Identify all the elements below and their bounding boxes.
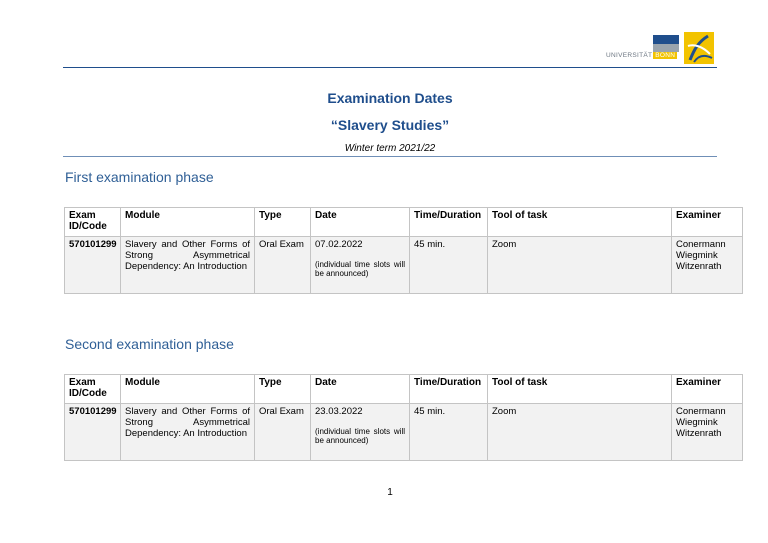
examiner-names: Conermann Wiegmink Witzenrath [672,237,743,294]
exam-type: Oral Exam [255,237,311,294]
exam-tool: Zoom [488,404,672,461]
title-rule [63,156,717,157]
col-header-examiner: Examiner [672,208,743,237]
examiner-names: Conermann Wiegmink Witzenrath [672,404,743,461]
table-row [65,237,743,294]
phase-heading-first: First examination phase [65,169,214,185]
exam-code: 570101299 [65,404,121,461]
module-name: Slavery and Other Forms of Strong Asymmetrical Dependency: An Introduction [121,237,255,294]
header-rule [63,67,717,68]
col-header-date: Date [311,208,410,237]
exam-code: 570101299 [65,237,121,294]
col-header-tool: Tool of task [488,208,672,237]
col-header-module: Module [121,375,255,404]
col-header-type: Type [255,375,311,404]
col-header-type: Type [255,208,311,237]
date-note: (individual time slots will be announced) [315,260,405,278]
col-header-duration: Time/Duration [410,375,488,404]
exam-type: Oral Exam [255,404,311,461]
module-name: Slavery and Other Forms of Strong Asymmetrical Dependency: An Introduction [121,404,255,461]
page-title: Examination Dates [327,90,453,106]
logo-wordmark: UNIVERSITÄT BONN [606,52,676,59]
col-header-examiner: Examiner [672,375,743,404]
exam-date: 23.03.2022 [315,406,363,417]
col-header-date: Date [311,375,410,404]
col-header-module: Module [121,208,255,237]
page-subtitle: “Slavery Studies” [330,117,450,133]
exam-date-cell [311,404,410,461]
exam-date-cell [311,237,410,294]
exam-duration: 45 min. [410,404,488,461]
date-note: (individual time slots will be announced) [315,427,405,445]
exam-duration: 45 min. [410,237,488,294]
col-header-duration: Time/Duration [410,208,488,237]
col-header-code: Exam ID/Code [65,375,121,404]
exam-date: 07.02.2022 [315,239,363,250]
col-header-tool: Tool of task [488,375,672,404]
table-row [65,404,743,461]
exam-table-second [64,374,743,461]
exam-table-first [64,207,743,294]
table-header-row [65,375,743,404]
page-number: 1 [387,487,393,498]
logo-grey-block [653,44,679,52]
phase-heading-second: Second examination phase [65,336,234,352]
col-header-code: Exam ID/Code [65,208,121,237]
term-label: Winter term 2021/22 [344,143,436,154]
table-header-row [65,208,743,237]
logo-seal-icon [684,32,714,64]
exam-tool: Zoom [488,237,672,294]
university-logo [606,32,716,66]
